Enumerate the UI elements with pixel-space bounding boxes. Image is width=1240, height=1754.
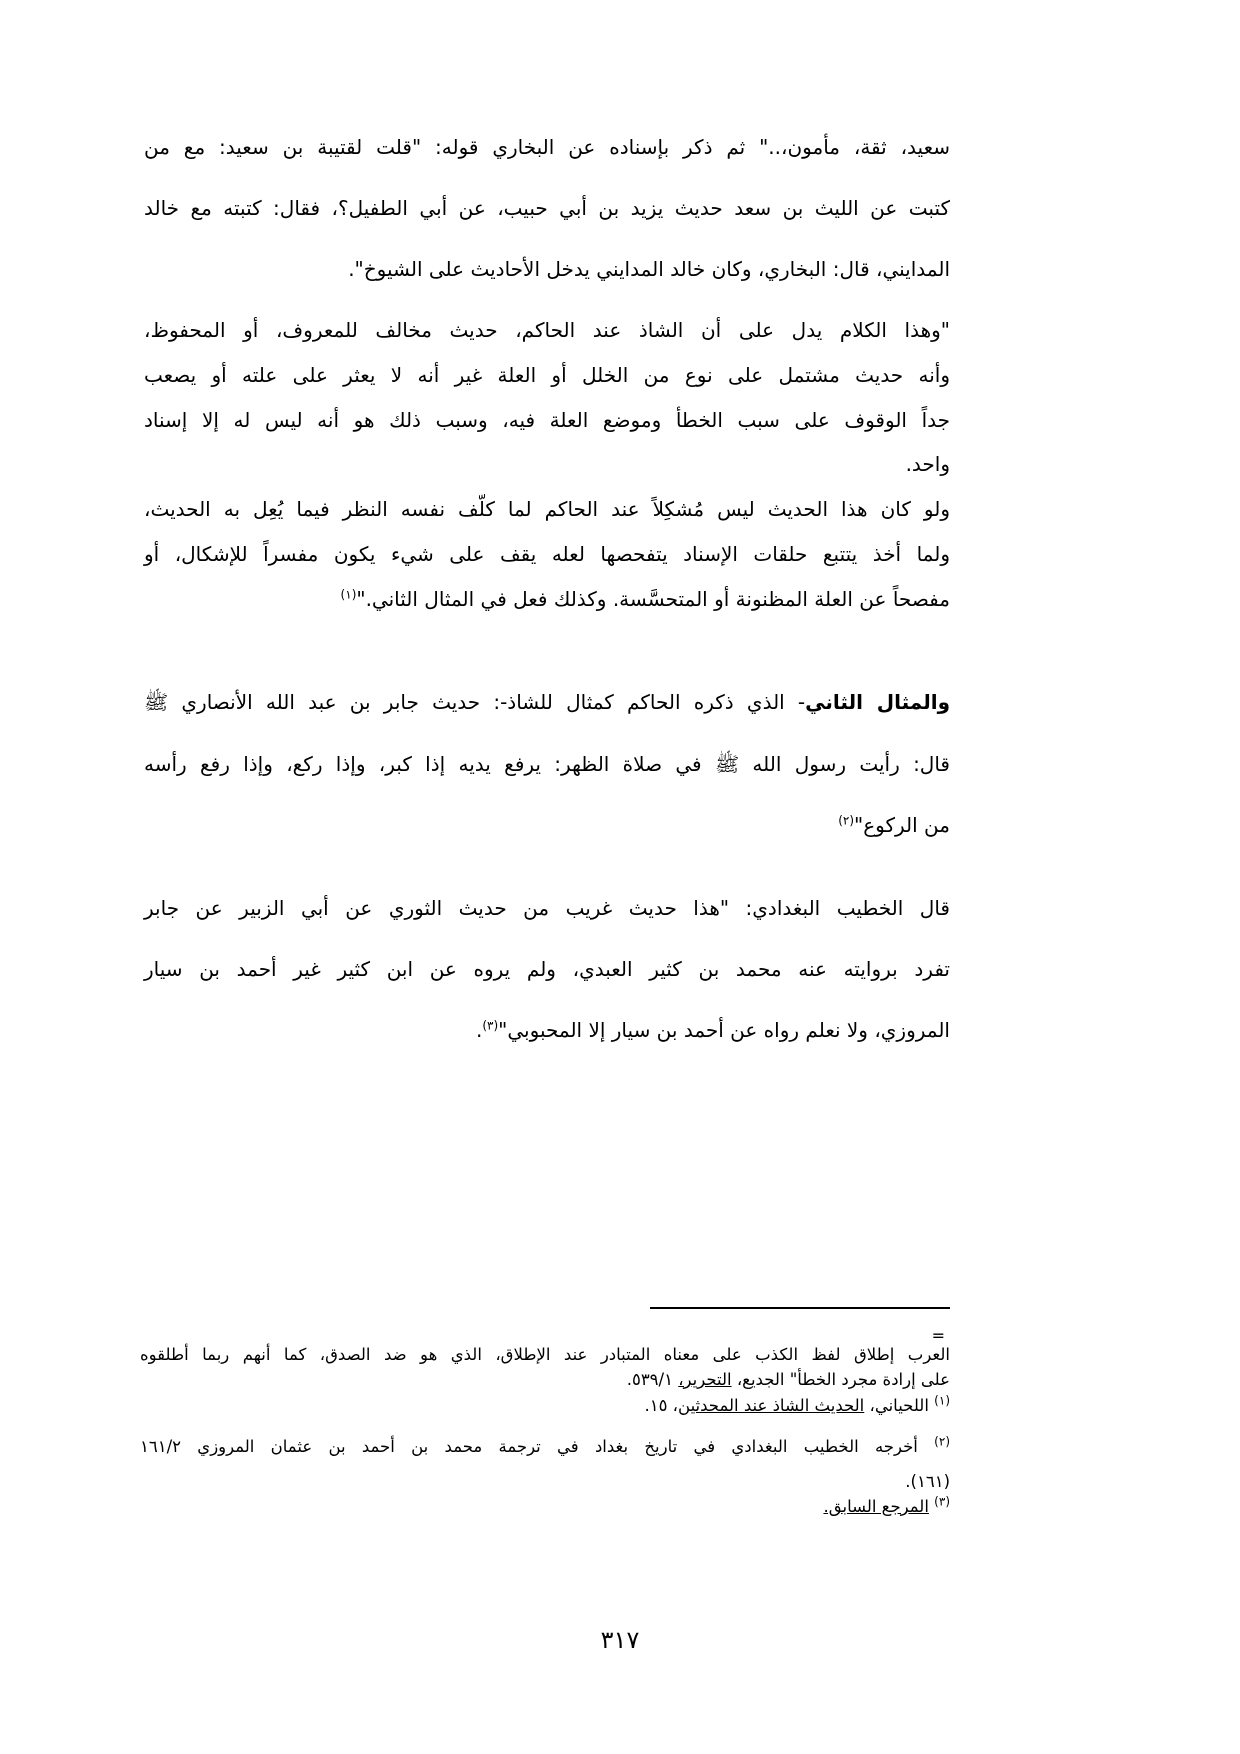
text-span: المروزي، ولا نعلم رواه عن أحمد بن سيار إلا المحبوبي" bbox=[498, 1018, 950, 1042]
text-line: قال الخطيب البغدادي: "هذا حديث غريب من حديث الثوري عن أبي الزبير عن جابر bbox=[144, 896, 950, 920]
text-span: - الذي ذكره الحاكم كمثال للشاذ-: حديث جابر بن عبد الله الأنصاري ﷺ bbox=[144, 690, 806, 714]
footnote-ref-3[interactable]: (٣) bbox=[482, 1018, 499, 1033]
text-line: تفرد بروايته عنه محمد بن كثير العبدي، ولم يروه عن ابن كثير غير أحمد بن سيار bbox=[144, 957, 950, 981]
text-line bbox=[144, 813, 950, 837]
text-span: اللحياني، bbox=[864, 1396, 935, 1415]
quote-line: ولما أخذ يتتبع حلقات الإسناد يتفحصها لعله يقف على شيء يكون مفسراً للإشكال، أو bbox=[144, 542, 950, 566]
source-link: المرجع السابق. bbox=[823, 1497, 929, 1516]
text-span: ، ١٥. bbox=[644, 1396, 679, 1415]
source-link: التحرير، bbox=[678, 1370, 732, 1389]
quote-line: ولو كان هذا الحديث ليس مُشكِلاً عند الحاكم لما كلّف نفسه النظر فيما يُعِل به الحديث، bbox=[144, 497, 950, 521]
quote-text: مفصحاً عن العلة المظنونة أو المتحسَّسة. وكذلك فعل في المثال الثاني." bbox=[356, 587, 950, 611]
text-line: كتبت عن الليث بن سعد حديث يزيد بن أبي حبيب، عن أبي الطفيل؟، فقال: كتبته مع خالد bbox=[144, 196, 950, 220]
footnote-ref-2[interactable]: (٢) bbox=[838, 813, 855, 828]
text-line: سعيد، ثقة، مأمون،.." ثم ذكر بإسناده عن البخاري قوله: "قلت لقتيبة بن سعيد: مع من bbox=[144, 135, 950, 159]
text-line: المدايني، قال: البخاري، وكان خالد المدايني يدخل الأحاديث على الشيوخ". bbox=[348, 257, 950, 281]
text-line: قال: رأيت رسول الله ﷺ في صلاة الظهر: يرفع يديه إذا كبر، وإذا ركع، وإذا رفع رأسه bbox=[144, 752, 950, 776]
text-span: على إرادة مجرد الخطأ" الجديع، bbox=[731, 1370, 950, 1389]
quote-line: وأنه حديث مشتمل على نوع من الخلل أو العلة غير أنه لا يعثر على علته أو يصعب bbox=[144, 363, 950, 387]
footnote-2 bbox=[140, 1434, 950, 1456]
page-number: ٣١٧ bbox=[600, 1626, 640, 1654]
text-span: ٥٣٩/١. bbox=[626, 1370, 679, 1389]
footnote-number: (٣) bbox=[934, 1494, 950, 1509]
footnote-line: (١٦١). bbox=[905, 1472, 950, 1491]
footnote-line: العرب إطلاق لفظ الكذب على معناه المتبادر عند الإطلاق، الذي هو ضد الصدق، كما أنهم ربما أطلقوه bbox=[140, 1345, 950, 1364]
source-link: الحديث الشاذ عند المحدثين bbox=[678, 1396, 865, 1415]
footnote-number: (١) bbox=[934, 1393, 950, 1408]
bold-lead: والمثال الثاني bbox=[805, 690, 950, 714]
quote-line: "وهذا الكلام يدل على أن الشاذ عند الحاكم، حديث مخالف للمعروف، أو المحفوظ، bbox=[144, 318, 950, 342]
quote-line: واحد. bbox=[905, 452, 950, 476]
footnote-separator bbox=[650, 1307, 950, 1309]
footnote-3 bbox=[140, 1494, 950, 1516]
footnote-line bbox=[140, 1370, 950, 1389]
text-line bbox=[144, 1018, 950, 1042]
text-span: أخرجه الخطيب البغدادي في تاريخ بغداد في ترجمة محمد بن أحمد بن عثمان المروزي ١٦١/٢ bbox=[140, 1437, 935, 1456]
footnote-number: (٢) bbox=[934, 1434, 950, 1449]
footnote-1 bbox=[140, 1393, 950, 1415]
text-span: من الركوع" bbox=[854, 813, 950, 837]
continuation-mark: = bbox=[931, 1326, 945, 1345]
text-line bbox=[144, 690, 950, 719]
text-span: . bbox=[475, 1018, 483, 1042]
footnote-ref-1[interactable]: (١) bbox=[340, 587, 357, 602]
quote-line bbox=[144, 587, 950, 611]
quote-line: جداً الوقوف على سبب الخطأ وموضع العلة فيه، وسبب ذلك هو أنه ليس له إلا إسناد bbox=[144, 408, 950, 432]
